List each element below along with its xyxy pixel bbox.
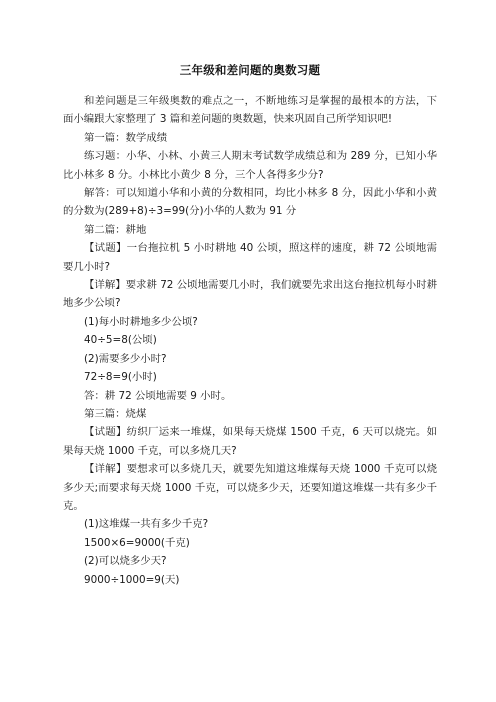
question-2: 【试题】一台拖拉机 5 小时耕地 40 公顷，照这样的速度，耕 72 公顷地需要几小时? bbox=[63, 242, 437, 273]
step-2-1: (1)每小时耕地多少公顷? bbox=[84, 315, 198, 328]
explanation-3: 【详解】要想求可以多烧几天，就要先知道这堆煤每天烧 1000 千克可以烧多少天;而要求每天烧 1000 千克，可以烧多少天，还要知道这堆煤一共有多少千克。 bbox=[63, 463, 437, 512]
exercise-1: 练习题：小华、小林、小黄三人期末考试数学成绩总和为 289 分，已知小华比小林多 8 分。小林比小黄少 8 分，三个人各得多少分? bbox=[63, 150, 437, 181]
solution-1: 解答：可以知道小华和小黄的分数相同，均比小林多 8 分，因此小华和小黄的分数为(289+8)÷3=99(分)小华的人数为 91 分 bbox=[63, 187, 437, 218]
calc-3-2: 9000÷1000=9(天) bbox=[84, 573, 180, 586]
step-3-1: (1)这堆煤一共有多少千克? bbox=[84, 518, 209, 531]
section-heading-3: 第三篇：烧煤 bbox=[84, 407, 147, 420]
calc-3-1: 1500×6=9000(千克) bbox=[84, 536, 190, 549]
section-heading-2: 第二篇：耕地 bbox=[84, 223, 147, 236]
step-3-2: (2)可以烧多少天? bbox=[84, 555, 167, 568]
intro-paragraph: 和差问题是三年级奥数的难点之一，不断地练习是掌握的最根本的方法，下面小编跟大家整理了 3 篇和差问题的奥数题，快来巩固自己所学知识吧! bbox=[63, 95, 437, 126]
step-2-2: (2)需要多少小时? bbox=[84, 352, 167, 365]
answer-2: 答：耕 72 公顷地需要 9 小时。 bbox=[84, 389, 232, 402]
section-heading-1: 第一篇：数学成绩 bbox=[84, 131, 168, 144]
explanation-2: 【详解】要求耕 72 公顷地需要几小时，我们就要先求出这台拖拉机每小时耕地多少公顷? bbox=[63, 279, 437, 310]
document-title: 三年级和差问题的奥数习题 bbox=[179, 63, 321, 77]
question-3: 【试题】纺织厂运来一堆煤，如果每天烧煤 1500 千克，6 天可以烧完。如果每天烧 1000 千克，可以多烧几天? bbox=[63, 426, 437, 457]
calc-2-2: 72÷8=9(小时) bbox=[84, 371, 157, 384]
calc-2-1: 40÷5=8(公顷) bbox=[84, 334, 157, 347]
